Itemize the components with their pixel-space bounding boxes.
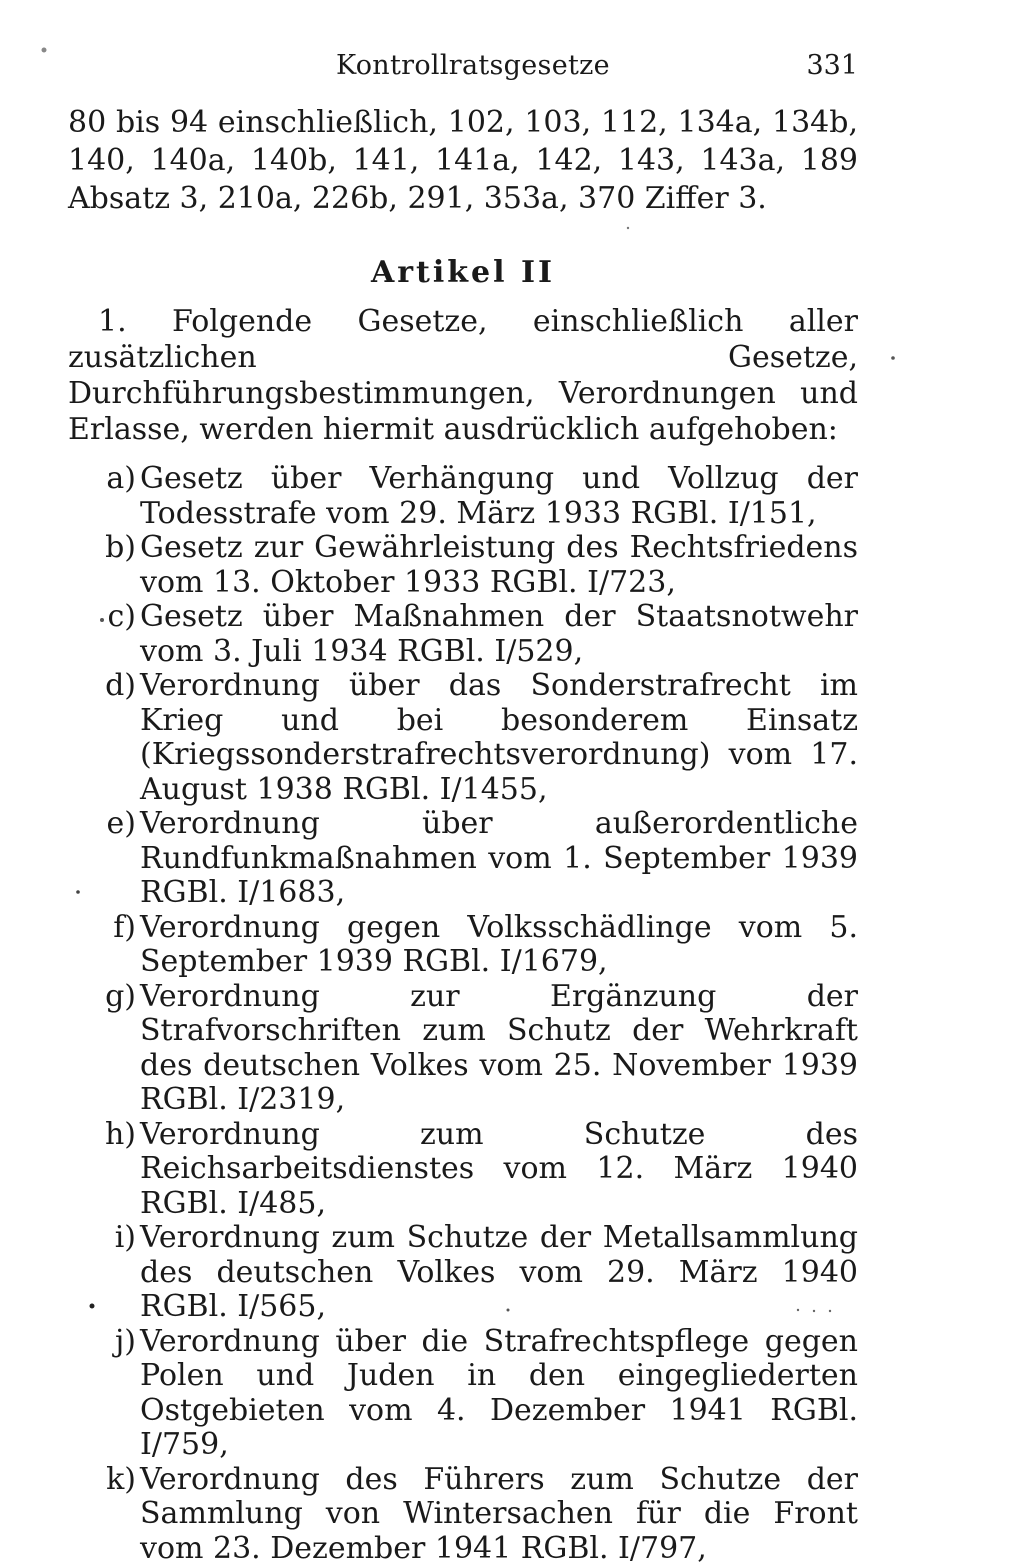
page-number: 331 — [806, 46, 858, 86]
list-item — [68, 669, 858, 807]
list-item-text: Verordnung über das Sonderstrafrecht im Krieg und bei besonderem Einsatz (Kriegssonderstrafrechtsverordnung) vom 17. August 1938 RGBl. I/1455, — [140, 668, 858, 807]
list-item-text: Verordnung des Führers zum Schutze der Sammlung von Wintersachen für die Front vom 23. Dezember 1941 RGBl. I/797, — [140, 1462, 858, 1566]
list-item — [68, 462, 858, 531]
section-paragraph: 1. Folgende Gesetze, einschließlich aller zusätzlichen Gesetze, Durchführungsbestimmungen, Verordnungen und Erlasse, werden hiermit ausdrücklich aufgehoben: — [68, 304, 858, 448]
list-item — [68, 1463, 858, 1566]
header-title: Kontrollratsgesetze — [336, 46, 610, 86]
list-item-letter: a) — [68, 462, 136, 497]
list-item-text: Verordnung zur Ergänzung der Strafvorschriften zum Schutz der Wehrkraft des deutschen Volkes vom 25. November 1939 RGBl. I/2319, — [140, 979, 858, 1118]
running-header — [68, 46, 858, 86]
list-item — [68, 600, 858, 669]
list-item — [68, 980, 858, 1118]
list-item — [68, 911, 858, 980]
list-item-letter: b) — [68, 531, 136, 566]
continued-paragraph: 80 bis 94 einschließlich, 102, 103, 112, 134a, 134b, 140, 140a, 140b, 141, 141a, 142, 143, 143a, 189 Absatz 3, 210a, 226b, 291, 353a, 370 Ziffer 3. — [68, 104, 858, 218]
list-item — [68, 1221, 858, 1325]
list-item-letter: j) — [68, 1325, 136, 1360]
list-item-letter: f) — [68, 911, 136, 946]
list-item-letter: k) — [68, 1463, 136, 1498]
list-item — [68, 531, 858, 600]
list-item — [68, 1325, 858, 1463]
list-item — [68, 807, 858, 911]
speck — [42, 48, 47, 53]
list-item-letter: g) — [68, 980, 136, 1015]
list-item-text: Verordnung über die Strafrechtspflege gegen Polen und Juden in den eingegliederten Ostgebieten vom 4. Dezember 1941 RGBl. I/759, — [140, 1324, 858, 1463]
document-page — [68, 46, 858, 1566]
speck — [891, 356, 895, 360]
list-item-text: Gesetz über Maßnahmen der Staatsnotwehr vom 3. Juli 1934 RGBl. I/529, — [140, 599, 858, 669]
repealed-laws-list — [68, 462, 858, 1566]
list-item-text: Gesetz über Verhängung und Vollzug der Todesstrafe vom 29. März 1933 RGBl. I/151, — [140, 461, 858, 531]
list-item-text: Verordnung gegen Volksschädlinge vom 5. September 1939 RGBl. I/1679, — [140, 910, 858, 980]
list-item-letter: e) — [68, 807, 136, 842]
list-item-text: Verordnung zum Schutze des Reichsarbeitsdienstes vom 12. März 1940 RGBl. I/485, — [140, 1117, 858, 1221]
list-item-letter: i) — [68, 1221, 136, 1256]
list-item — [68, 1118, 858, 1222]
list-item-text: Verordnung zum Schutze der Metallsammlung des deutschen Volkes vom 29. März 1940 RGBl. I/565, — [140, 1220, 858, 1324]
list-item-text: Verordnung über außerordentliche Rundfunkmaßnahmen vom 1. September 1939 RGBl. I/1683, — [140, 806, 858, 910]
section-heading: Artikel II — [68, 254, 858, 292]
list-item-letter: d) — [68, 669, 136, 704]
list-item-letter: c) — [68, 600, 136, 635]
list-item-letter: h) — [68, 1118, 136, 1153]
list-item-text: Gesetz zur Gewährleistung des Rechtsfriedens vom 13. Oktober 1933 RGBl. I/723, — [140, 530, 858, 600]
